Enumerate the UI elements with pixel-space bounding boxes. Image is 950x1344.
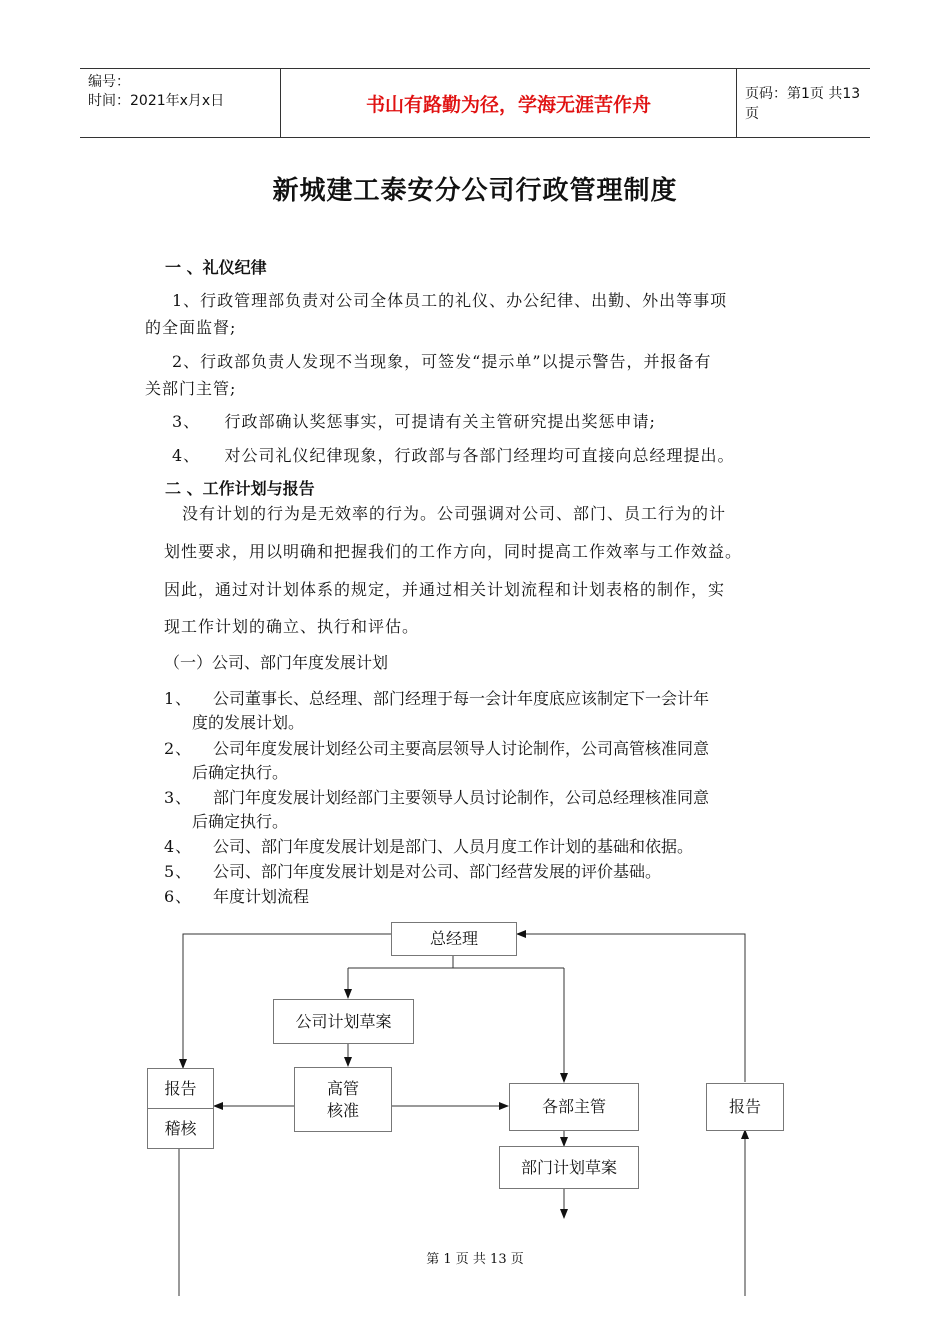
rule-item-2-line1: 2、行政部负责人发现不当现象，可签发“提示单”以提示警告，并报备有 [172,352,712,371]
rule-item-3: 3、 行政部确认奖惩事实，可提请有关主管研究提出奖惩申请; [172,412,656,431]
section-heading-1: 一 、礼仪纪律 [165,258,267,277]
flow-box-company-plan: 公司计划草案 [273,999,414,1044]
header-motto: 书山有路勤为径，学海无涯苦作舟 [365,93,651,116]
header-page-info: 页码：第1页 共13页 [745,86,861,122]
exec-approval-line1: 高管 [326,1078,359,1098]
list-item-3-line2: 后确定执行。 [192,812,289,831]
list-item-3-line1: 部门年度发展计划经部门主要领导人员讨论制作，公司总经理核准同意 [213,788,710,807]
list-item-2-line1: 公司年度发展计划经公司主要高层领导人讨论制作，公司高管核准同意 [213,739,710,758]
intro-line-3: 因此，通过对计划体系的规定，并通过相关计划流程和计划表格的制作，实 [164,580,726,599]
list-item-4-num: 4、 [164,837,193,856]
list-item-1-line1: 公司董事长、总经理、部门经理于每一会计年度底应该制定下一会计年 [213,689,710,708]
list-item-4-line1: 公司、部门年度发展计划是部门、人员月度工作计划的基础和依据。 [213,837,694,856]
flow-box-ceo: 总经理 [391,922,517,956]
list-item-3-num: 3、 [164,788,193,807]
intro-line-2: 划性要求，用以明确和把握我们的工作方向，同时提高工作效率与工作效益。 [164,542,743,561]
intro-line-4: 现工作计划的确立、执行和评估。 [164,617,420,636]
list-item-6-line1: 年度计划流程 [213,887,310,906]
page-footer: 第 1 页 共 13 页 [426,1252,524,1267]
rule-item-4: 4、 对公司礼仪纪律现象，行政部与各部门经理均可直接向总经理提出。 [172,446,735,465]
list-item-1-line2: 度的发展计划。 [192,713,305,732]
list-item-5-line1: 公司、部门年度发展计划是对公司、部门经营发展的评价基础。 [213,862,662,881]
list-item-2-num: 2、 [164,739,193,758]
rule-item-1-line1: 1、行政管理部负责对公司全体员工的礼仪、办公纪律、出勤、外出等事项 [172,291,728,310]
document-time-label: 时间：2021年x月x日 [88,93,225,109]
intro-line-1: 没有计划的行为是无效率的行为。公司强调对公司、部门、员工行为的计 [182,504,727,523]
list-item-5-num: 5、 [164,862,193,881]
flow-box-report-left: 报告 [147,1068,214,1110]
list-item-1-num: 1、 [164,689,193,708]
document-number-label: 编号： [88,74,130,90]
flow-box-exec-approval [294,1067,392,1132]
flow-box-report-right: 报告 [706,1083,784,1131]
page-title: 新城建工泰安分公司行政管理制度 [272,176,678,206]
sub-heading-annual-plan: （一）公司、部门年度发展计划 [164,653,389,672]
exec-approval-line2: 核准 [326,1100,359,1120]
flow-box-dept-heads: 各部主管 [509,1083,639,1131]
connector-report-right-to-ceo [517,934,745,1082]
rule-item-1-line2: 的全面监督; [145,318,237,337]
list-item-6-num: 6、 [164,887,193,906]
flow-box-audit-left: 稽核 [147,1108,214,1149]
list-item-2-line2: 后确定执行。 [192,763,289,782]
rule-item-2-line2: 关部门主管; [145,379,237,398]
flow-box-dept-plan: 部门计划草案 [499,1146,639,1189]
section-heading-2: 二 、工作计划与报告 [165,479,315,498]
